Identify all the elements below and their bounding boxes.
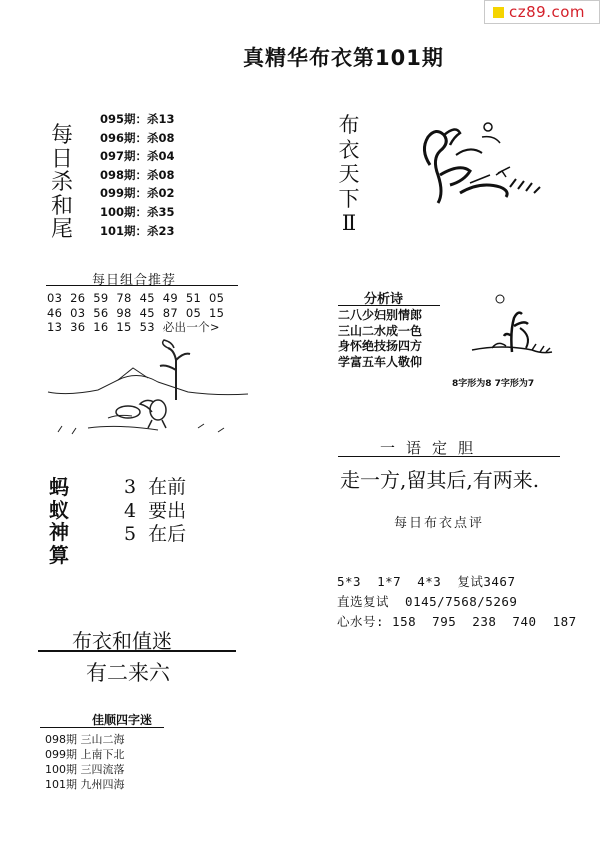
tianxia-char: 下	[338, 186, 360, 211]
ant-label	[47, 476, 71, 566]
ink-bird-illustration	[410, 115, 550, 210]
list-item: 46 03 56 98 45 87 05 15	[47, 305, 225, 320]
daily-kill-label-char: 每	[50, 123, 73, 148]
shape-note: 8字形为8 7字形为7	[452, 379, 535, 389]
list-item: 101期：杀23	[100, 223, 175, 238]
analysis-poem	[338, 308, 422, 370]
list-item: 095期：杀13	[100, 112, 175, 126]
list-item: 097期：杀04	[100, 149, 175, 164]
list-item: 学富五车人敬仰	[338, 354, 423, 369]
ant-label-char: 蚁	[49, 497, 69, 522]
list-item: 096期：杀08	[100, 130, 175, 145]
list-item: 101期 九州四海	[45, 778, 125, 791]
tianxia-char: Ⅱ	[341, 211, 357, 235]
list-item: 4 要出	[124, 499, 187, 522]
riddle-title: 布衣和值迷	[72, 629, 172, 653]
list-item: 099期：杀02	[100, 186, 175, 201]
list-item: 身怀绝技扬四方	[338, 339, 423, 353]
list-item: 098期 三山二海	[45, 733, 125, 746]
list-item: 5*3 1*7 4*3 复试3467	[337, 574, 516, 589]
list-item: 二八少妇别情郎	[338, 308, 423, 322]
tianxia-char: 衣	[338, 137, 360, 162]
analysis-title: 分析诗	[364, 292, 404, 307]
daily-kill-list	[100, 111, 175, 241]
daily-kill-label-char: 尾	[50, 217, 73, 242]
site-watermark	[484, 0, 600, 24]
tianxia-heading	[336, 113, 362, 236]
list-item: 5 在后	[124, 523, 187, 545]
list-item: 03 26 59 78 45 49 51 05	[47, 291, 225, 305]
combo-rows	[47, 291, 224, 335]
four-char-divider	[40, 727, 164, 728]
watermark-text: cz89.com	[509, 3, 586, 21]
four-char-title: 佳顺四字迷	[92, 713, 153, 727]
list-item: 3 在前	[124, 476, 187, 498]
dianping-title: 每日布衣点评	[394, 516, 485, 531]
dianping-rows	[337, 572, 577, 632]
daily-kill-label-char: 和	[50, 193, 73, 219]
ant-label-char: 神	[49, 520, 69, 544]
ant-label-char: 蚂	[49, 475, 69, 499]
list-item: 13 36 16 15 53 必出一个>	[47, 320, 220, 334]
yiyu-divider	[338, 456, 560, 457]
combo-divider	[46, 285, 238, 286]
page-title: 真精华布衣第101期	[243, 46, 444, 70]
daily-kill-label-char: 日	[50, 146, 73, 172]
tianxia-char: 天	[338, 162, 360, 186]
mountain-scene-illustration	[48, 340, 248, 440]
combo-title: 每日组合推荐	[92, 273, 177, 288]
yiyu-text: 走一方,留其后,有两来.	[340, 468, 540, 492]
analysis-divider	[338, 305, 440, 306]
four-char-list	[45, 731, 125, 791]
yiyu-title: 一语定胆	[380, 439, 485, 457]
list-item: 三山二水成一色	[338, 323, 423, 338]
list-item: 100期：杀35	[100, 204, 175, 219]
ant-rows	[124, 476, 186, 547]
tianxia-char: 布	[338, 113, 360, 137]
ant-label-char: 算	[49, 542, 69, 567]
list-item: 心水号: 158 795 238 740 187	[337, 614, 577, 629]
daily-kill-label-char: 杀	[50, 170, 73, 195]
list-item: 直选复试 0145/7568/5269	[337, 594, 518, 609]
list-item: 100期 三四流落	[45, 763, 125, 776]
daily-kill-label	[50, 124, 74, 242]
tree-sketch-illustration	[462, 292, 562, 362]
watermark-square-icon	[493, 7, 504, 18]
riddle-divider	[38, 650, 236, 652]
list-item: 099期 上南下北	[45, 748, 125, 761]
riddle-answer: 有二来六	[86, 661, 170, 685]
list-item: 098期：杀08	[100, 167, 175, 182]
